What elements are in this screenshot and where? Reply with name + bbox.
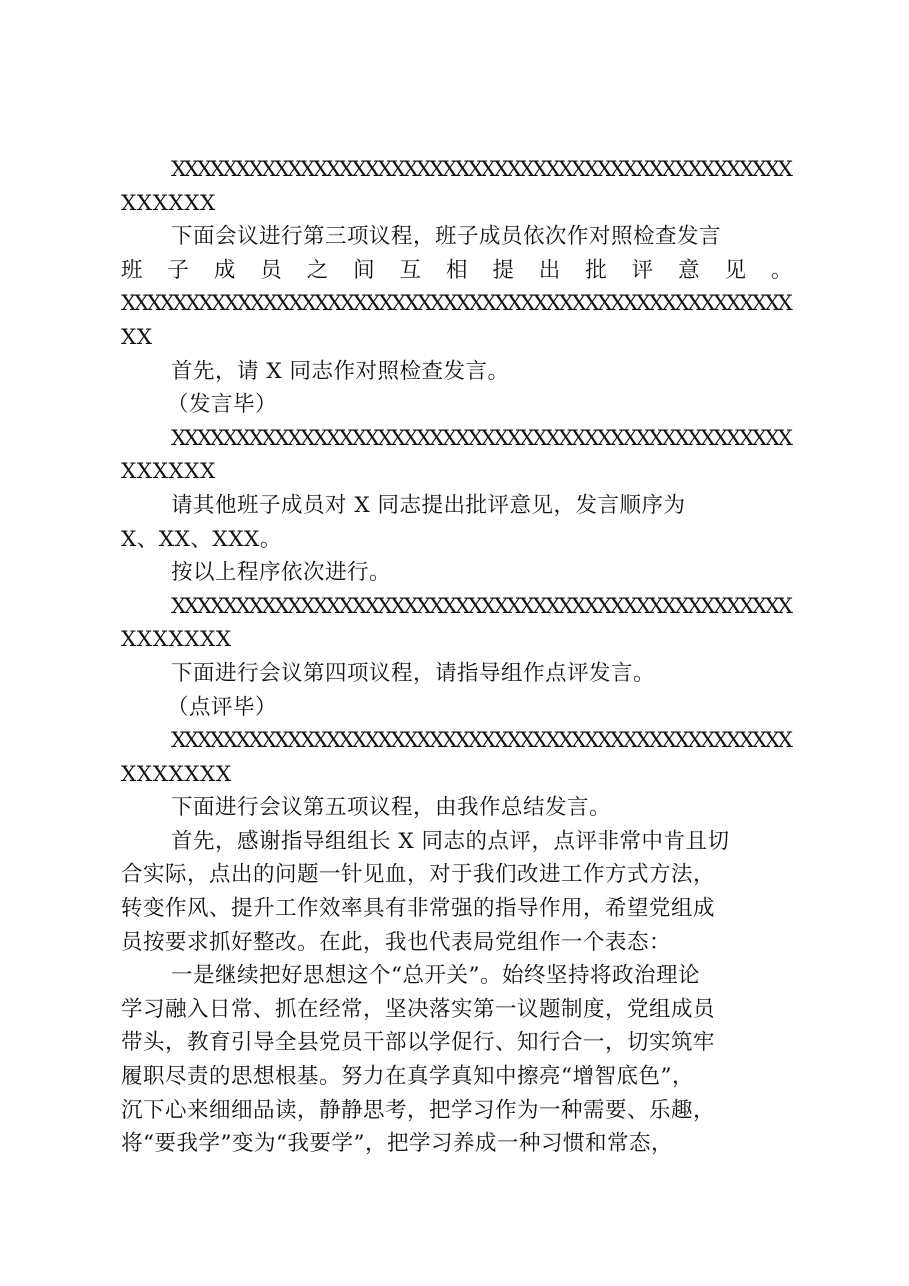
text-line: XXXXXX [121,459,216,485]
text-line: 下面进行会议第五项议程，由我作总结发言。 [171,795,612,821]
justified-text-line [121,254,793,288]
spaced-char: 批 [585,257,608,283]
spaced-char: 见 [724,257,747,283]
text-line: 合实际，点出的问题一针见血，对于我们改进工作方式方法， [121,862,716,888]
text-line: 学习融入日常、抓在经常，坚决落实第一议题制度，党组成员 [121,996,716,1022]
text-line: 员按要求抓好整改。在此，我也代表局党组作一个表态： [121,929,672,955]
text-line: X、XX、XXX。 [121,526,282,552]
text-line: 请其他班子成员对 X 同志提出批评意见，发言顺序为 [171,492,686,518]
text-line: 首先，请 X 同志作对照检查发言。 [171,358,510,384]
text-line: 带头，教育引导全县党员干部以学促行、知行合一，切实筑牢 [121,1030,716,1056]
spaced-char: 之 [306,257,329,283]
document-body [121,153,793,1161]
text-line: XXXXXX [121,190,216,216]
text-line: XXXXXXXXXXXXXXXXXXXXXXXXXXXXXXXXXXXXXXXXXXXXXXXX [171,425,791,451]
spaced-char: 间 [353,257,376,283]
text-line: XXXXXXX [121,761,232,787]
text-line: 沉下心来细细品读，静静思考，把学习作为一种需要、乐趣， [121,1097,716,1123]
text-line: 下面会议进行第三项议程，班子成员依次作对照检查发言 [171,224,722,250]
text-line: 转变作风、提升工作效率具有非常强的指导作用，希望党组成 [121,896,716,922]
spaced-char: 提 [492,257,515,283]
spaced-char: 意 [678,257,701,283]
spaced-char: 。 [770,257,793,283]
text-line: 首先，感谢指导组组长 X 同志的点评，点评非常中肯且切 [171,828,730,854]
text-line: XX [121,324,153,350]
text-line: 按以上程序依次进行。 [171,560,392,586]
text-line: （点评毕） [167,694,278,720]
text-line: XXXXXXXXXXXXXXXXXXXXXXXXXXXXXXXXXXXXXXXXXXXXXXXX [171,593,791,619]
spaced-char: 成 [213,257,236,283]
spaced-char: 班 [121,257,144,283]
spaced-char: 出 [538,257,561,283]
text-line: XXXXXXXXXXXXXXXXXXXXXXXXXXXXXXXXXXXXXXXXXXXXXXXXXXXX [121,291,791,317]
text-line: 将“要我学”变为“我要学”，把学习养成一种习惯和常态， [121,1131,673,1157]
spaced-char: 子 [167,257,190,283]
text-line: XXXXXXXXXXXXXXXXXXXXXXXXXXXXXXXXXXXXXXXXXXXXXXXX [171,728,791,754]
text-line: （发言毕） [167,392,278,418]
spaced-char: 员 [260,257,283,283]
spaced-char: 评 [631,257,654,283]
text-line: 一是继续把好思想这个“总开关”。始终坚持将政治理论 [171,963,700,989]
text-line: XXXXXXX [121,627,232,653]
text-line: XXXXXXXXXXXXXXXXXXXXXXXXXXXXXXXXXXXXXXXXXXXXXXXX [171,157,791,182]
text-line: 履职尽责的思想根基。努力在真学真知中擦亮“增智底色”， [121,1064,694,1090]
spaced-char: 相 [445,257,468,283]
spaced-char: 互 [399,257,422,283]
text-line: 下面进行会议第四项议程，请指导组作点评发言。 [171,660,656,686]
